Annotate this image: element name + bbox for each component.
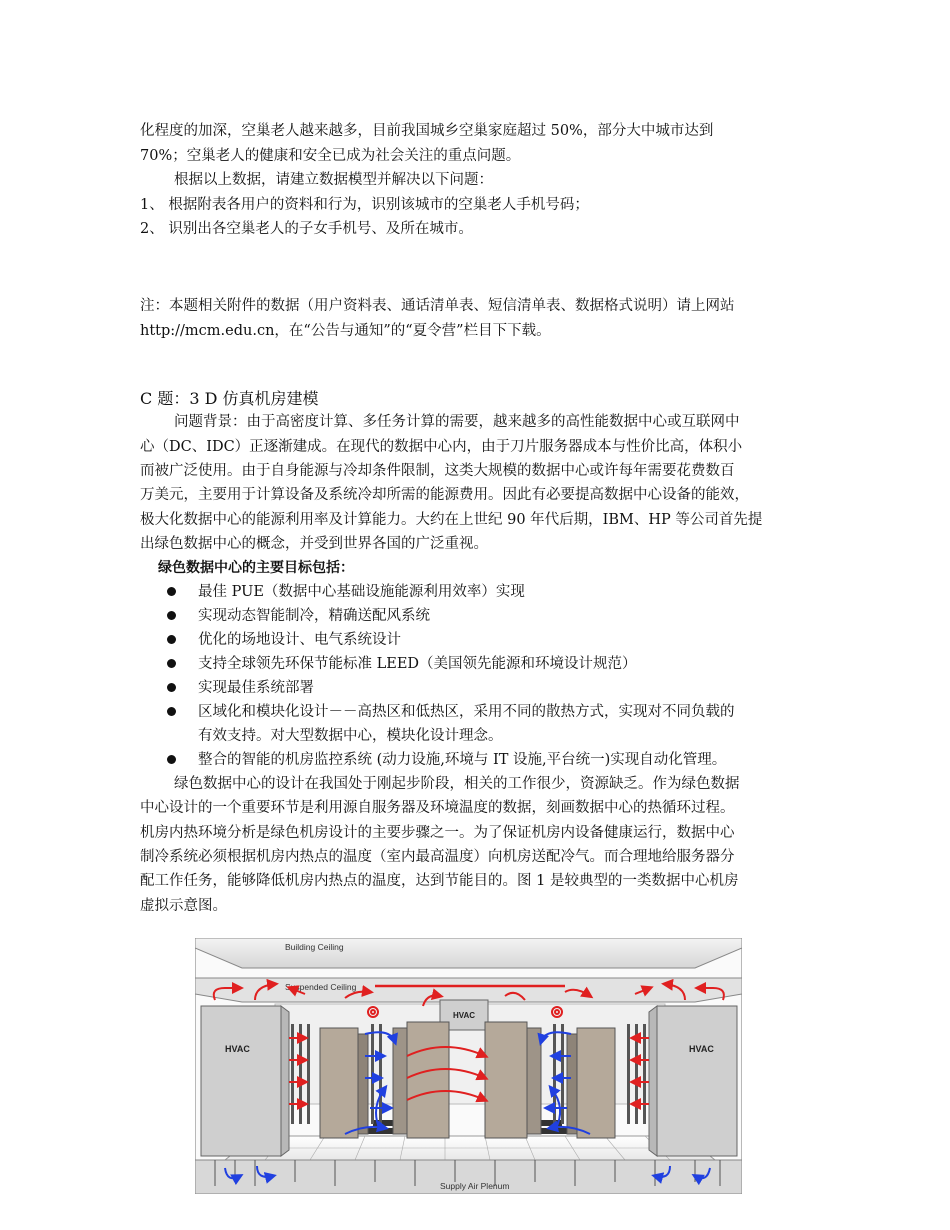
goal-item-continuation: 有效支持。对大型数据中心，模块化设计理念。 — [198, 728, 503, 744]
background-line: 心（DC、IDC）正逐渐建成。在现代的数据中心内，由于刀片服务器成本与性价比高，体积小 — [140, 439, 743, 455]
hvac-right-label: HVAC — [689, 1044, 714, 1054]
background-line: 而被广泛使用。由于自身能源与冷却条件限制，这类大规模的数据中心或许每年需要花费数百 — [140, 463, 735, 479]
diagram-svg — [195, 938, 742, 1194]
rack-center-right — [485, 1022, 527, 1138]
background-line: 问题背景：由于高密度计算、多任务计算的需要，越来越多的高性能数据中心或互联网中 — [174, 414, 740, 430]
goal-item: 实现动态智能制冷，精确送配风系统 — [198, 608, 430, 624]
bullet-icon — [167, 755, 176, 764]
rack-left-outer — [320, 1028, 358, 1138]
intro-line-3: 根据以上数据，请建立数据模型并解决以下问题： — [174, 172, 493, 188]
design-line: 制冷系统必须根据机房内热点的温度（室内最高温度）向机房送配冷气。而合理地给服务器分 — [140, 849, 735, 865]
suspended-ceiling-label: Suspended Ceiling — [285, 982, 357, 992]
goals-title: 绿色数据中心的主要目标包括： — [158, 560, 354, 576]
bullet-icon — [167, 659, 176, 668]
background-line: 极大化数据中心的能源利用率及计算能力。大约在上世纪 90 年代后期，IBM、HP 等公司首先提 — [140, 512, 763, 528]
rack-center-left — [407, 1022, 449, 1138]
hvac-right-unit — [657, 1006, 737, 1156]
data-center-diagram — [195, 938, 742, 1194]
goal-item: 整合的智能的机房监控系统 (动力设施,环境与 IT 设施,平台统一)实现自动化管理。 — [198, 752, 727, 768]
hvac-center-label: HVAC — [453, 1011, 476, 1020]
background-line: 出绿色数据中心的概念，并受到世界各国的广泛重视。 — [140, 536, 488, 552]
design-line: 虚拟示意图。 — [140, 898, 227, 914]
suspended-ceiling-shape — [195, 978, 742, 1002]
bullet-icon — [167, 611, 176, 620]
goal-item: 支持全球领先环保节能标准 LEED（美国领先能源和环境设计规范） — [198, 656, 637, 672]
section-c-title: C 题：3 D 仿真机房建模 — [140, 389, 319, 408]
design-line: 绿色数据中心的设计在我国处于刚起步阶段，相关的工作很少，资源缺乏。作为绿色数据 — [174, 776, 740, 792]
supply-plenum-label: Supply Air Plenum — [440, 1181, 510, 1191]
goal-item: 区域化和模块化设计－－高热区和低热区，采用不同的散热方式，实现对不同负载的 — [198, 704, 735, 720]
bullet-icon — [167, 707, 176, 716]
goal-item: 实现最佳系统部署 — [198, 680, 314, 696]
goal-item: 优化的场地设计、电气系统设计 — [198, 632, 401, 648]
design-line: 配工作任务，能够降低机房内热点的温度，达到节能目的。图 1 是较典型的一类数据中心机房 — [140, 873, 739, 889]
question-1: 1、 根据附表各用户的资料和行为，识别该城市的空巢老人手机号码； — [140, 197, 589, 213]
note-line-1: 注：本题相关附件的数据（用户资料表、通话清单表、短信清单表、数据格式说明）请上网站 — [140, 298, 735, 314]
rack-right-outer — [577, 1028, 615, 1138]
hvac-left-label: HVAC — [225, 1044, 250, 1054]
question-2: 2、 识别出各空巢老人的子女手机号、及所在城市。 — [140, 221, 473, 237]
note-line-2: http://mcm.edu.cn，在“公告与通知”的“夏令营”栏目下下载。 — [140, 323, 551, 339]
bullet-icon — [167, 683, 176, 692]
design-line: 机房内热环境分析是绿色机房设计的主要步骤之一。为了保证机房内设备健康运行，数据中心 — [140, 825, 735, 841]
bullet-icon — [167, 587, 176, 596]
building-ceiling-shape — [195, 938, 742, 968]
building-ceiling-label: Building Ceiling — [285, 942, 344, 952]
bullet-icon — [167, 635, 176, 644]
intro-line-2: 70%；空巢老人的健康和安全已成为社会关注的重点问题。 — [140, 148, 521, 164]
background-line: 万美元，主要用于计算设备及系统冷却所需的能源费用。因此有必要提高数据中心设备的能效， — [140, 487, 749, 503]
hvac-left-unit — [201, 1006, 281, 1156]
intro-line-1: 化程度的加深，空巢老人越来越多，目前我国城乡空巢家庭超过 50%，部分大中城市达到 — [140, 123, 714, 139]
design-line: 中心设计的一个重要环节是利用源自服务器及环境温度的数据，刻画数据中心的热循环过程。 — [140, 800, 735, 816]
goal-item: 最佳 PUE（数据中心基础设施能源利用效率）实现 — [198, 584, 525, 600]
